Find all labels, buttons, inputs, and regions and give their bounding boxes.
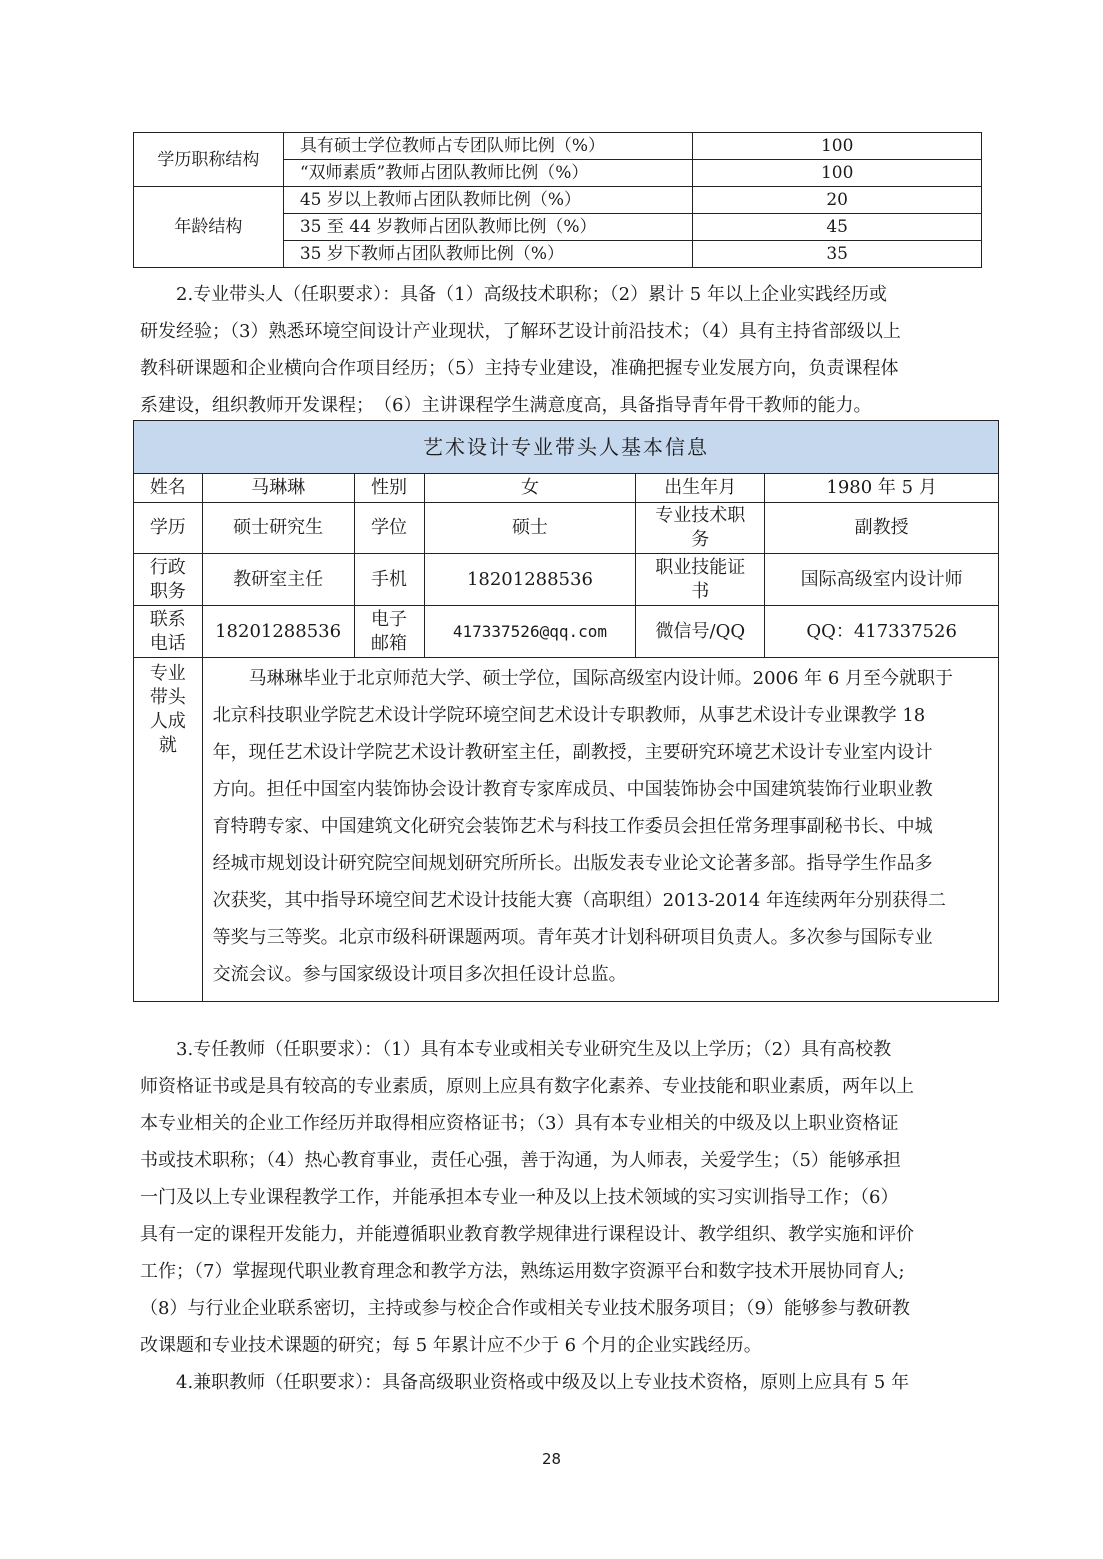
value-cell: 35	[693, 241, 982, 268]
gender-label: 性别	[354, 474, 424, 503]
paragraph-line: 书或技术职称；（4）热心教育事业，责任心强，善于沟通，为人师表，关爱学生；（5）能够承担	[140, 1150, 901, 1171]
value-cell: 100	[693, 133, 982, 160]
wechat-value: QQ：417337526	[765, 606, 999, 658]
name-label: 姓名	[134, 474, 203, 503]
achievement-label: 专业带头人成就	[134, 658, 203, 1002]
bio-line: 等奖与三等奖。北京市级科研课题两项。青年英才计划科研项目负责人。多次参与国际专业	[212, 927, 933, 948]
title-label: 专业技术职务	[636, 503, 765, 554]
group-cell: 年龄结构	[134, 187, 284, 268]
admin-value: 教研室主任	[202, 554, 354, 606]
wechat-label: 微信号/QQ	[636, 606, 765, 658]
bio-line: 马琳琳毕业于北京师范大学、硕士学位，国际高级室内设计师。2006 年 6 月至今就职于	[248, 668, 954, 689]
paragraph-line: 2.专业带头人（任职要求）：具备（1）高级技术职称；（2）累计 5 年以上企业实践经历或	[176, 284, 887, 305]
paragraph-line: （8）与行业企业联系密切，主持或参与校企合作或相关专业技术服务项目；（9）能够参与教研教	[140, 1298, 910, 1319]
degree-value: 硕士	[424, 503, 636, 554]
paragraph-line: 系建设，组织教师开发课程； （6）主讲课程学生满意度高，具备指导青年骨干教师的能力。	[140, 395, 872, 416]
table-header-row	[134, 421, 999, 474]
bio-line: 方向。担任中国室内装饰协会设计教育专家库成员、中国装饰协会中国建筑装饰行业职业教	[212, 779, 933, 800]
leader-info-table	[133, 420, 999, 1002]
table-row	[134, 503, 999, 554]
phone-value: 18201288536	[202, 606, 354, 658]
cert-value: 国际高级室内设计师	[765, 554, 999, 606]
mobile-label: 手机	[354, 554, 424, 606]
label-cell: 45 岁以上教师占团队教师比例（%）	[283, 187, 693, 214]
edu-value: 硕士研究生	[202, 503, 354, 554]
bio-line: 北京科技职业学院艺术设计学院环境空间艺术设计专职教师，从事艺术设计专业课教学 18	[212, 705, 926, 726]
leader-requirements-paragraph	[140, 276, 980, 424]
fulltime-requirements-paragraph	[140, 1031, 980, 1401]
name-value: 马琳琳	[202, 474, 354, 503]
paragraph-line: 具有一定的课程开发能力，并能遵循职业教育教学规律进行课程设计、教学组织、教学实施和评价	[140, 1224, 914, 1245]
paragraph-line: 3.专任教师（任职要求）：（1）具有本专业或相关专业研究生及以上学历；（2）具有高校教	[176, 1039, 892, 1060]
bio-line: 交流会议。参与国家级设计项目多次担任设计总监。	[212, 964, 627, 985]
label-cell: 具有硕士学位教师占专团队师比例（%）	[283, 133, 693, 160]
degree-label: 学位	[354, 503, 424, 554]
edu-label: 学历	[134, 503, 203, 554]
value-cell: 20	[693, 187, 982, 214]
bio-line: 年，现任艺术设计学院艺术设计教研室主任，副教授，主要研究环境艺术设计专业室内设计	[212, 742, 933, 763]
achievement-text	[202, 658, 998, 1002]
title-value: 副教授	[765, 503, 999, 554]
value-cell: 100	[693, 160, 982, 187]
structure-table	[133, 132, 982, 268]
birth-value: 1980 年 5 月	[765, 474, 999, 503]
bio-line: 育特聘专家、中国建筑文化研究会装饰艺术与科技工作委员会担任常务理事副秘书长、中城	[212, 816, 933, 837]
paragraph-line: 4.兼职教师（任职要求）：具备高级职业资格或中级及以上专业技术资格，原则上应具有 5 年	[176, 1372, 910, 1393]
paragraph-line: 本专业相关的企业工作经历并取得相应资格证书；（3）具有本专业相关的中级及以上职业资格证	[140, 1113, 899, 1134]
table-row	[134, 187, 982, 214]
gender-value: 女	[424, 474, 636, 503]
phone-label: 联系电话	[134, 606, 203, 658]
table-row	[134, 658, 999, 1002]
table-title: 艺术设计专业带头人基本信息	[134, 421, 999, 474]
email-value: 417337526@qq.com	[424, 606, 636, 658]
mobile-value: 18201288536	[424, 554, 636, 606]
table-row	[134, 554, 999, 606]
bio-line: 经城市规划设计研究院空间规划研究所所长。出版发表专业论文论著多部。指导学生作品多	[212, 853, 933, 874]
paragraph-line: 工作；（7）掌握现代职业教育理念和教学方法，熟练运用数字资源平台和数字技术开展协同育人;	[140, 1261, 905, 1282]
paragraph-line: 一门及以上专业课程教学工作，并能承担本专业一种及以上技术领域的实习实训指导工作；（6）	[140, 1187, 899, 1208]
label-cell: “双师素质”教师占团队教师比例（%）	[283, 160, 693, 187]
birth-label: 出生年月	[636, 474, 765, 503]
paragraph-line: 教科研课题和企业横向合作项目经历；（5）主持专业建设，准确把握专业发展方向，负责课程体	[140, 358, 899, 379]
email-label: 电子邮箱	[354, 606, 424, 658]
bio-line: 次获奖，其中指导环境空间艺术设计技能大赛（高职组）2013-2014 年连续两年分别获得二	[212, 890, 947, 911]
admin-label: 行政职务	[134, 554, 203, 606]
cert-label: 职业技能证书	[636, 554, 765, 606]
paragraph-line: 改课题和专业技术课题的研究；每 5 年累计应不少于 6 个月的企业实践经历。	[140, 1335, 762, 1356]
table-row	[134, 133, 982, 160]
table-row	[134, 606, 999, 658]
table-row	[134, 474, 999, 503]
paragraph-line: 研发经验；（3）熟悉环境空间设计产业现状，了解环艺设计前沿技术；（4）具有主持省部级以上	[140, 321, 901, 342]
label-cell: 35 至 44 岁教师占团队教师比例（%）	[283, 214, 693, 241]
page-number: 28	[541, 1450, 562, 1468]
group-cell: 学历职称结构	[134, 133, 284, 187]
label-cell: 35 岁下教师占团队教师比例（%）	[283, 241, 693, 268]
value-cell: 45	[693, 214, 982, 241]
paragraph-line: 师资格证书或是具有较高的专业素质，原则上应具有数字化素养、专业技能和职业素质，两年以上	[140, 1076, 914, 1097]
